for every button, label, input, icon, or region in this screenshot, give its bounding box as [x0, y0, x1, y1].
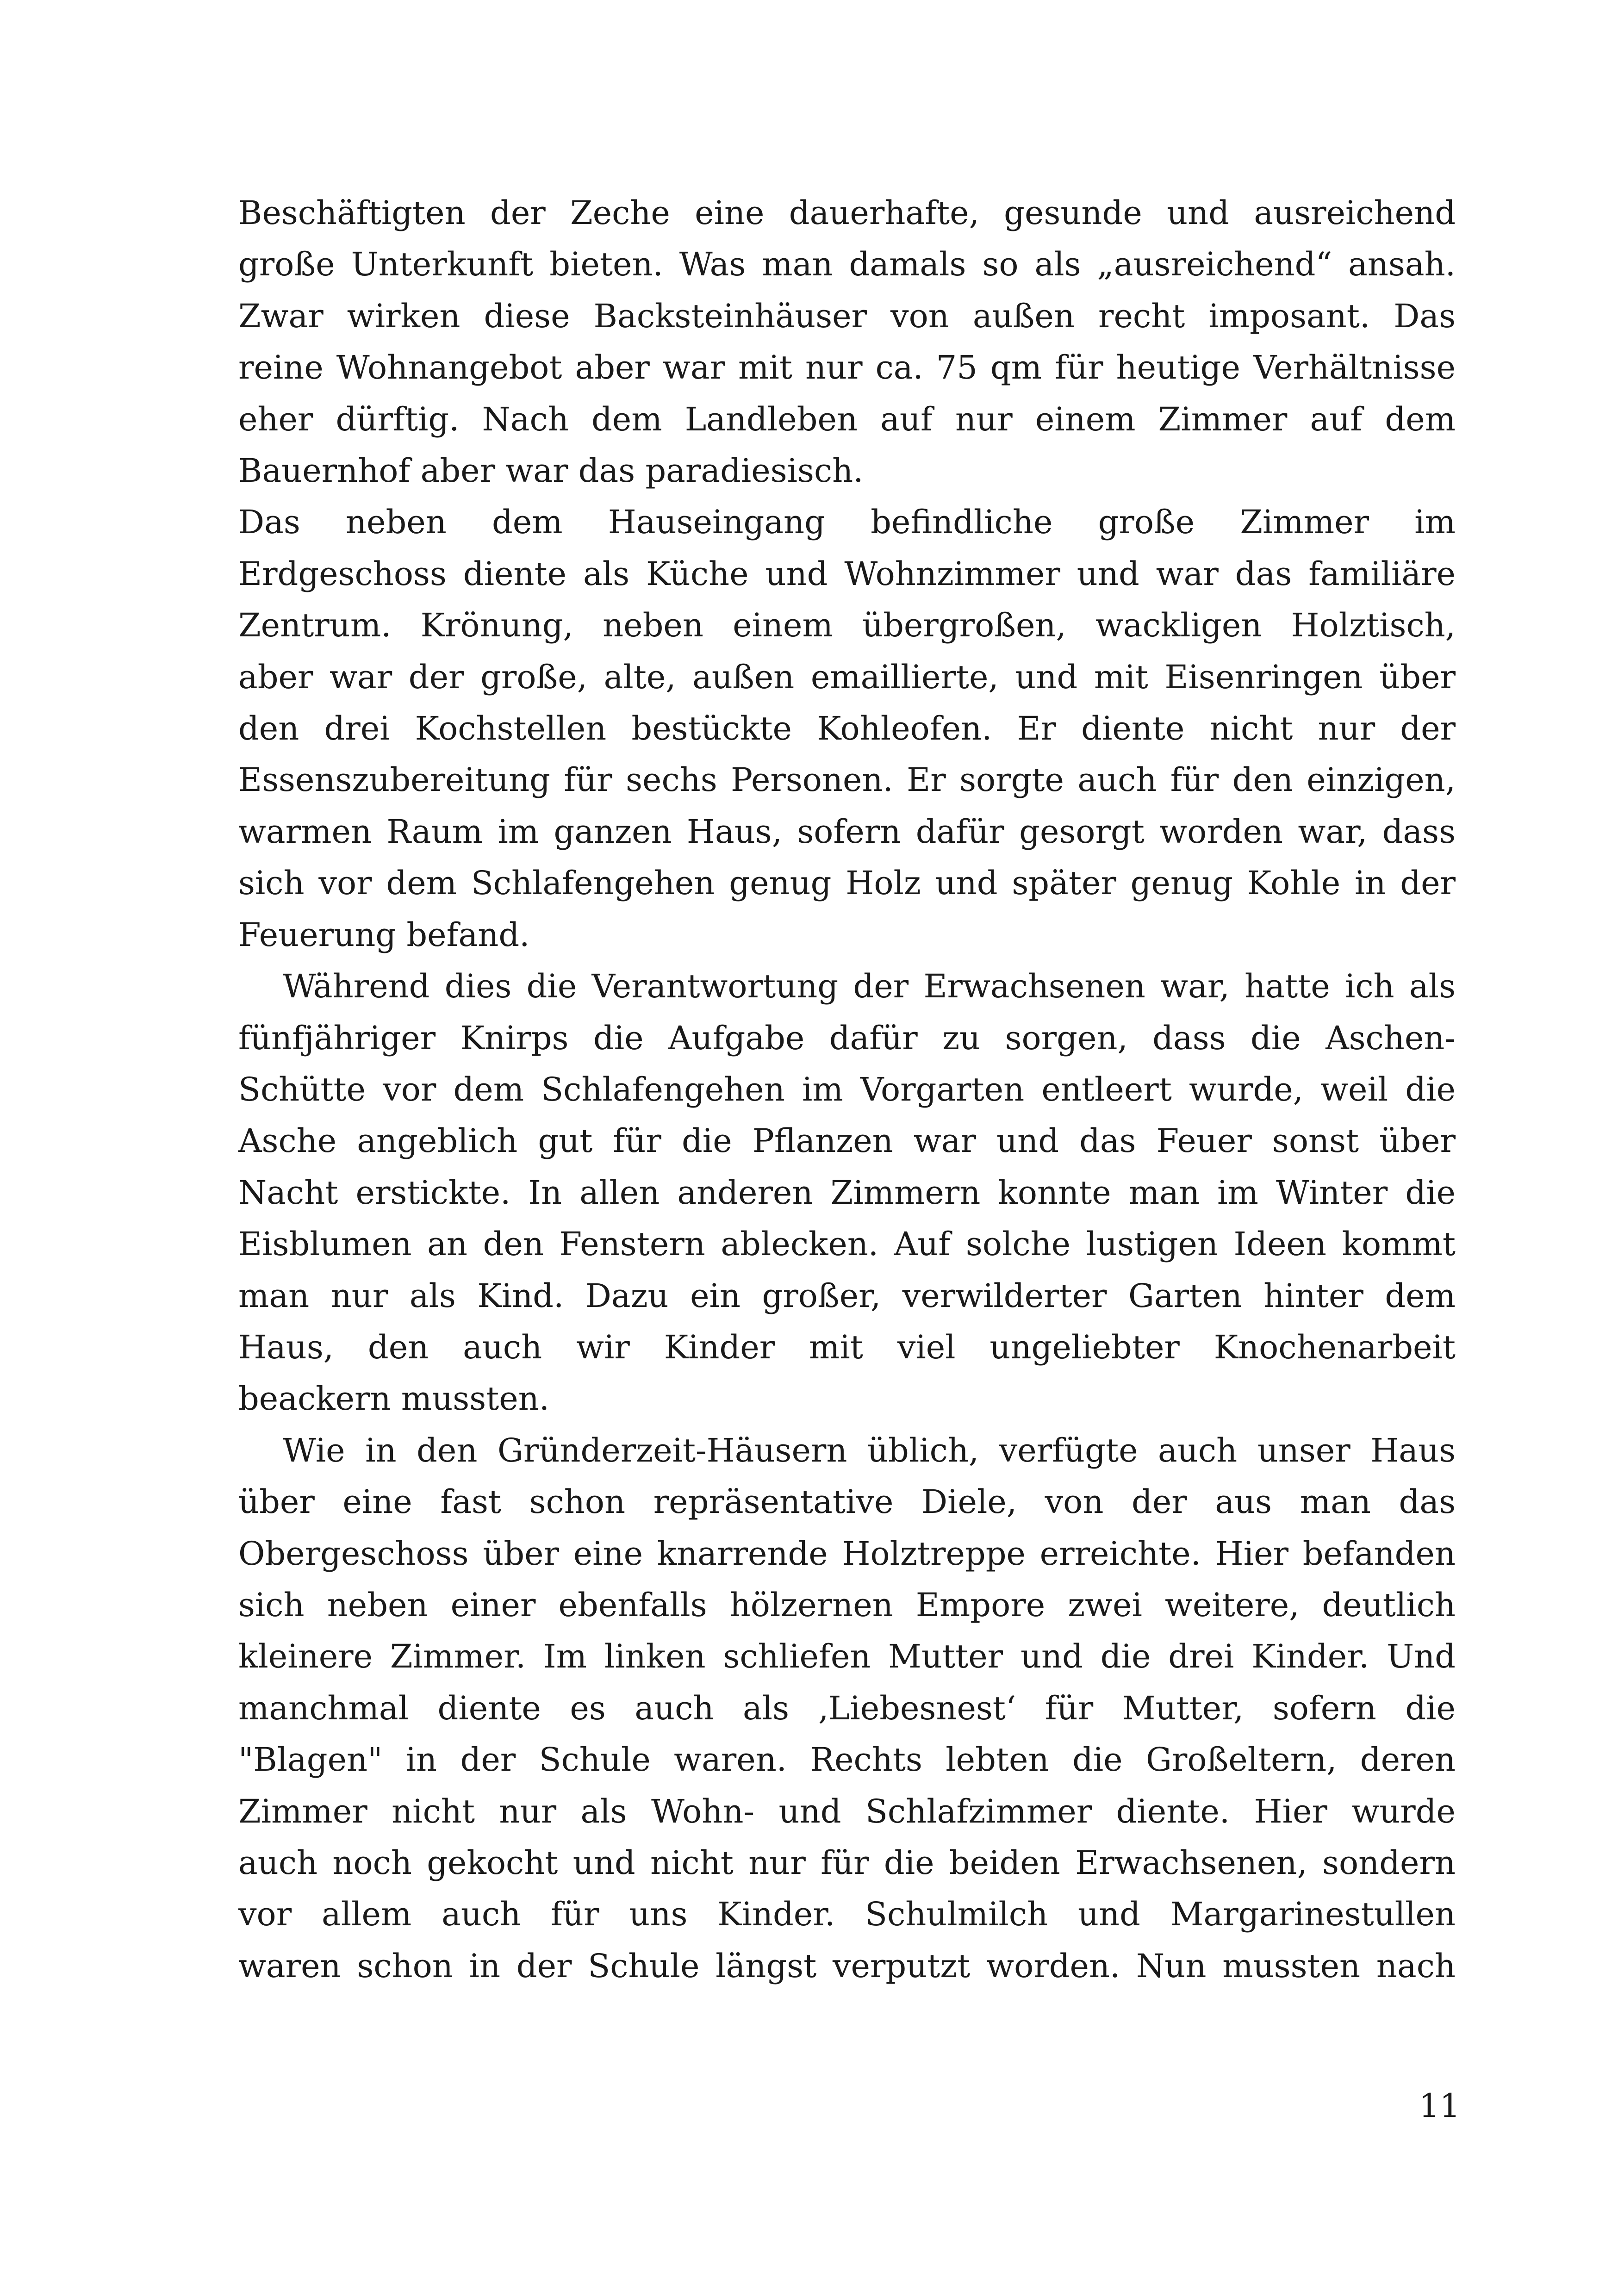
- text-line: manchmal diente es auch als ‚Liebesnest‘ für Mutter, sofern die: [238, 1689, 1456, 1727]
- text-line: Essenszubereitung für sechs Personen. Er sorgte auch für den einzigen,: [238, 761, 1456, 799]
- paragraph: [238, 1425, 1456, 1992]
- text-line: eher dürftig. Nach dem Landleben auf nur einem Zimmer auf dem: [238, 400, 1456, 438]
- text-line: Asche angeblich gut für die Pflanzen war und das Feuer sonst über: [238, 1122, 1456, 1160]
- text-line: "Blagen" in der Schule waren. Rechts lebten die Großeltern, deren: [238, 1741, 1456, 1779]
- text-line: sich neben einer ebenfalls hölzernen Empore zwei weitere, deutlich: [238, 1586, 1456, 1624]
- text-line: Feuerung befand.: [238, 915, 530, 954]
- text-line: Während dies die Verantwortung der Erwachsenen war, hatte ich als: [283, 967, 1456, 1006]
- text-line: Bauernhof aber war das paradiesisch.: [238, 452, 864, 490]
- text-line: sich vor dem Schlafengehen genug Holz und später genug Kohle in der: [238, 864, 1456, 902]
- text-line: Zimmer nicht nur als Wohn- und Schlafzimmer diente. Hier wurde: [238, 1792, 1456, 1830]
- text-line: aber war der große, alte, außen emaillierte, und mit Eisenringen über: [238, 658, 1456, 696]
- text-line: Schütte vor dem Schlafengehen im Vorgarten entleert wurde, weil die: [238, 1070, 1456, 1108]
- text-line: kleinere Zimmer. Im linken schliefen Mutter und die drei Kinder. Und: [238, 1637, 1456, 1676]
- text-line: Obergeschoss über eine knarrende Holztreppe erreichte. Hier befanden: [238, 1534, 1456, 1573]
- text-line: Nacht erstickte. In allen anderen Zimmern konnte man im Winter die: [238, 1173, 1456, 1212]
- text-line: Das neben dem Hauseingang befindliche große Zimmer im: [238, 503, 1456, 541]
- text-line: Haus, den auch wir Kinder mit viel ungeliebter Knochenarbeit: [238, 1328, 1456, 1366]
- page-number: 11: [1419, 2087, 1460, 2125]
- body-text: [238, 187, 1456, 1992]
- text-line: vor allem auch für uns Kinder. Schulmilch und Margarinestullen: [238, 1895, 1456, 1934]
- text-line: fünfjähriger Knirps die Aufgabe dafür zu sorgen, dass die Aschen-: [238, 1019, 1456, 1057]
- text-line: warmen Raum im ganzen Haus, sofern dafür gesorgt worden war, dass: [238, 812, 1456, 851]
- text-line: Erdgeschoss diente als Küche und Wohnzimmer und war das familiäre: [238, 554, 1456, 593]
- text-line: Zentrum. Krönung, neben einem übergroßen, wackligen Holztisch,: [238, 606, 1456, 645]
- text-line: große Unterkunft bieten. Was man damals so als „ausreichend“ ansah.: [238, 245, 1456, 284]
- text-line: Eisblumen an den Fenstern ablecken. Auf solche lustigen Ideen kommt: [238, 1225, 1456, 1263]
- paragraph: [238, 187, 1456, 497]
- text-line: auch noch gekocht und nicht nur für die beiden Erwachsenen, sondern: [238, 1844, 1456, 1882]
- text-line: Zwar wirken diese Backsteinhäuser von außen recht imposant. Das: [238, 297, 1456, 335]
- text-line: waren schon in der Schule längst verputzt worden. Nun mussten nach: [238, 1947, 1456, 1985]
- text-line: den drei Kochstellen bestückte Kohleofen. Er diente nicht nur der: [238, 709, 1456, 748]
- paragraph: [238, 961, 1456, 1425]
- text-line: reine Wohnangebot aber war mit nur ca. 75 qm für heutige Verhältnisse: [238, 348, 1456, 387]
- text-line: über eine fast schon repräsentative Diele, von der aus man das: [238, 1483, 1456, 1521]
- text-line: man nur als Kind. Dazu ein großer, verwilderter Garten hinter dem: [238, 1276, 1456, 1315]
- text-line: beackern mussten.: [238, 1380, 550, 1418]
- paragraph: [238, 497, 1456, 961]
- text-line: Wie in den Gründerzeit-Häusern üblich, verfügte auch unser Haus: [283, 1431, 1456, 1469]
- text-line: Beschäftigten der Zeche eine dauerhafte, gesunde und ausreichend: [238, 194, 1456, 232]
